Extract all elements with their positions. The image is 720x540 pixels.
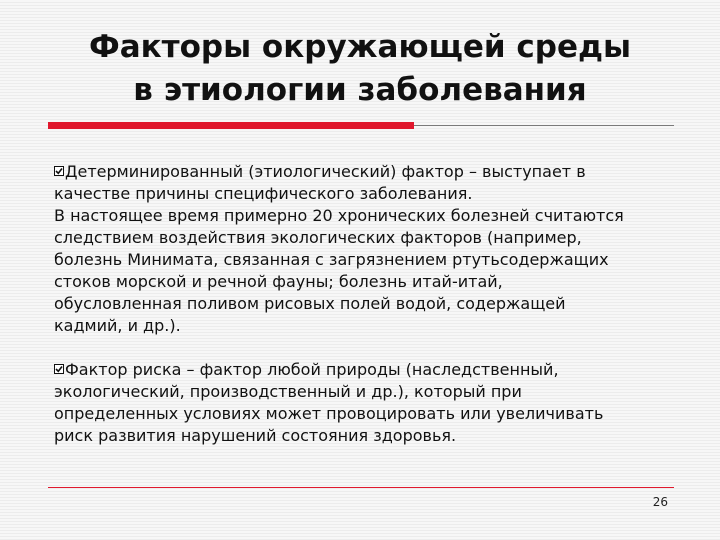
page-number: 26 (652, 495, 668, 509)
paragraph-spacer (54, 337, 694, 359)
text-line: следствием воздействия экологических факторов (например, (54, 228, 582, 247)
text-line: стоков морской и речной фауны; болезнь итай-итай, (54, 272, 503, 291)
slide-body (54, 161, 694, 447)
title-line-2: в этиологии заболевания (133, 72, 587, 108)
text-line: В настоящее время примерно 20 хронических болезней считаются (54, 206, 624, 225)
title-accent-bar (48, 122, 414, 129)
text-line: обусловленная поливом рисовых полей водой, содержащей (54, 294, 566, 313)
text-line (54, 359, 694, 381)
text-line (54, 161, 694, 183)
text-line-content: Детерминированный (этиологический) фактор – выступает в (65, 162, 586, 181)
text-line: качестве причины специфического заболевания. (54, 184, 473, 203)
text-line: кадмий, и др.). (54, 316, 181, 335)
text-line: болезнь Минимата, связанная с загрязнением ртутьсодержащих (54, 250, 609, 269)
checkmark-box-icon (54, 166, 64, 176)
text-line: риск развития нарушений состояния здоровья. (54, 426, 457, 445)
paragraph-risk-factor (54, 359, 694, 447)
paragraph-deterministic-factor (54, 161, 694, 337)
slide-title (40, 26, 680, 112)
text-line-content: Фактор риска – фактор любой природы (наследственный, (65, 360, 559, 379)
checkmark-box-icon (54, 364, 64, 374)
text-line: экологический, производственный и др.), который при (54, 382, 522, 401)
text-line: определенных условиях может провоцировать или увеличивать (54, 404, 604, 423)
footer-divider-line (48, 487, 674, 488)
title-line-1: Факторы окружающей среды (88, 29, 632, 65)
